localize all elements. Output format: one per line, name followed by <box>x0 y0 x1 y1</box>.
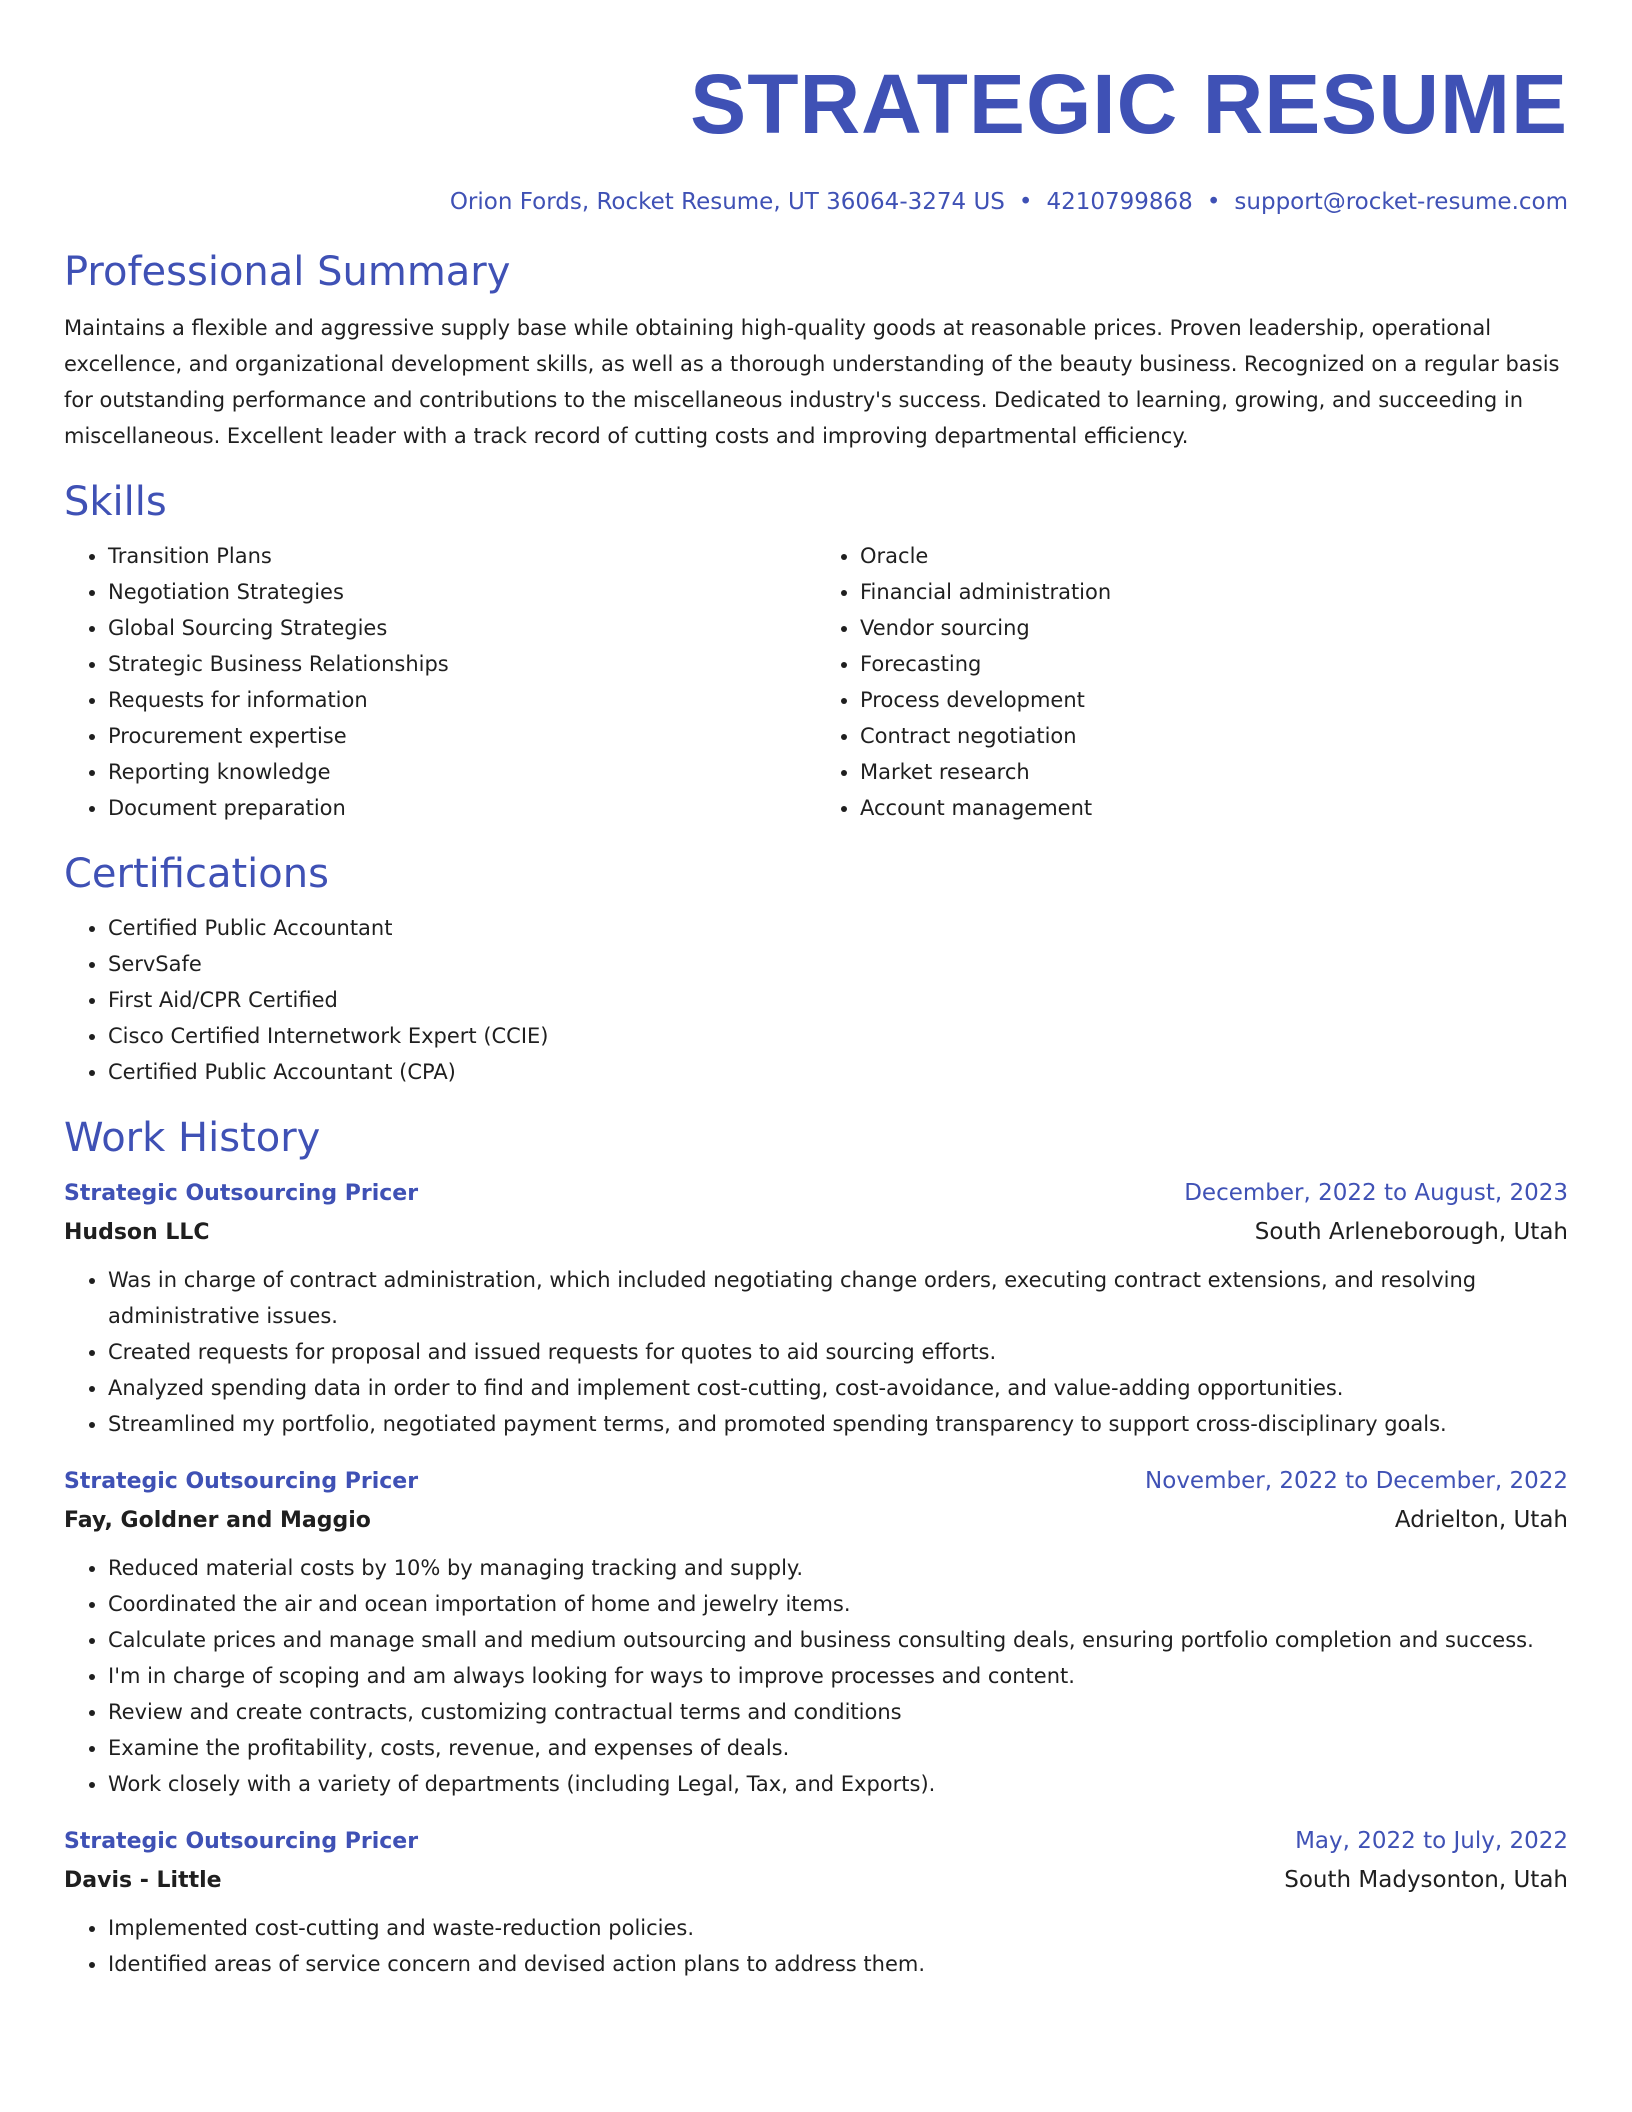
skill-item: • Reporting knowledge <box>108 754 816 790</box>
skill-item: • Oracle <box>860 538 1568 574</box>
summary-section <box>64 248 1568 454</box>
contact-phone: 4210799868 <box>1046 189 1193 215</box>
job-title: Strategic Outsourcing Pricer <box>64 1469 419 1494</box>
skill-item: • Process development <box>860 682 1568 718</box>
job-bullet: • Calculate prices and manage small and medium outsourcing and business consulting deals, ensuring portfolio completion and success. <box>108 1622 1568 1658</box>
job-bullets <box>64 1550 1568 1802</box>
certification-item: • Certified Public Accountant (CPA) <box>108 1054 1568 1090</box>
job-entry <box>64 1822 1568 1982</box>
job-company: Davis - Little <box>64 1868 222 1893</box>
job-location: South Madysonton, Utah <box>1284 1867 1568 1893</box>
certifications-list <box>64 910 1568 1090</box>
summary-text: Maintains a flexible and aggressive supply base while obtaining high-quality goods at reasonable prices. Proven leadership, operational excellence, and organizational development skills, as well as a thorough understanding of the beauty business. Recognized on a regular basis for outstanding performance and contributions to the miscellaneous industry's success. Dedicated to learning, growing, and succeeding in miscellaneous. Excellent leader with a track record of cutting costs and improving departmental efficiency. <box>64 316 1560 448</box>
skill-item: • Global Sourcing Strategies <box>108 610 816 646</box>
skills-heading: Skills <box>64 479 167 525</box>
skill-item: • Strategic Business Relationships <box>108 646 816 682</box>
job-bullets <box>64 1262 1568 1442</box>
job-bullet: • Examine the profitability, costs, revenue, and expenses of deals. <box>108 1730 1568 1766</box>
job-bullet: • Created requests for proposal and issued requests for quotes to aid sourcing efforts. <box>108 1334 1568 1370</box>
job-entry <box>64 1174 1568 1442</box>
skills-section <box>64 478 1568 826</box>
job-company: Hudson LLC <box>64 1220 210 1245</box>
job-title-row <box>64 1462 1568 1501</box>
work-history-heading: Work History <box>64 1115 321 1161</box>
job-title-row <box>64 1174 1568 1213</box>
job-bullet: • Reduced material costs by 10% by managing tracking and supply. <box>108 1550 1568 1586</box>
contact-email: support@rocket-resume.com <box>1234 189 1568 215</box>
job-bullet: • Analyzed spending data in order to find and implement cost-cutting, cost-avoidance, and value-adding opportunities. <box>108 1370 1568 1406</box>
certifications-heading: Certifications <box>64 851 329 897</box>
skill-item: • Forecasting <box>860 646 1568 682</box>
job-dates: December, 2022 to August, 2023 <box>1184 1180 1568 1206</box>
work-history-section <box>64 1114 1568 1982</box>
job-company-row <box>64 1861 1568 1900</box>
job-title: Strategic Outsourcing Pricer <box>64 1181 419 1206</box>
job-dates: May, 2022 to July, 2022 <box>1295 1828 1568 1854</box>
job-bullet: • Streamlined my portfolio, negotiated payment terms, and promoted spending transparency to support cross-disciplinary goals. <box>108 1406 1568 1442</box>
skills-list-right <box>816 538 1568 826</box>
skill-item: • Vendor sourcing <box>860 610 1568 646</box>
job-bullet: • Implemented cost-cutting and waste-reduction policies. <box>108 1910 1568 1946</box>
summary-heading: Professional Summary <box>64 249 511 295</box>
job-bullet: • Was in charge of contract administration, which included negotiating change orders, executing contract extensions, and resolving administrative issues. <box>108 1262 1568 1334</box>
job-title: Strategic Outsourcing Pricer <box>64 1829 419 1854</box>
job-bullet: • Review and create contracts, customizing contractual terms and conditions <box>108 1694 1568 1730</box>
skill-item: • Requests for information <box>108 682 816 718</box>
contact-separator: • <box>1018 189 1033 215</box>
resume-title: STRATEGIC RESUME <box>690 57 1568 151</box>
skill-item: • Market research <box>860 754 1568 790</box>
job-bullet: • I'm in charge of scoping and am always looking for ways to improve processes and content. <box>108 1658 1568 1694</box>
job-bullet: • Coordinated the air and ocean importation of home and jewelry items. <box>108 1586 1568 1622</box>
skill-item: • Financial administration <box>860 574 1568 610</box>
job-dates: November, 2022 to December, 2022 <box>1145 1468 1568 1494</box>
job-entry <box>64 1462 1568 1802</box>
job-bullet: • Work closely with a variety of departments (including Legal, Tax, and Exports). <box>108 1766 1568 1802</box>
certification-item: • Cisco Certified Internetwork Expert (CCIE) <box>108 1018 1568 1054</box>
skills-list-left <box>64 538 816 826</box>
job-company-row <box>64 1213 1568 1252</box>
skills-columns <box>64 526 1568 826</box>
job-company: Fay, Goldner and Maggio <box>64 1508 371 1533</box>
skill-item: • Contract negotiation <box>860 718 1568 754</box>
skill-item: • Transition Plans <box>108 538 816 574</box>
certifications-section <box>64 850 1568 1090</box>
contact-line <box>64 186 1568 218</box>
job-bullet: • Identified areas of service concern and devised action plans to address them. <box>108 1946 1568 1982</box>
certification-item: • Certified Public Accountant <box>108 910 1568 946</box>
job-title-row <box>64 1822 1568 1861</box>
certification-item: • First Aid/CPR Certified <box>108 982 1568 1018</box>
job-location: South Arleneborough, Utah <box>1254 1219 1568 1245</box>
resume-page <box>64 0 1568 1982</box>
contact-separator: • <box>1206 189 1221 215</box>
skill-item: • Negotiation Strategies <box>108 574 816 610</box>
skill-item: • Account management <box>860 790 1568 826</box>
skill-item: • Document preparation <box>108 790 816 826</box>
job-location: Adrielton, Utah <box>1394 1507 1568 1533</box>
job-company-row <box>64 1501 1568 1540</box>
job-bullets <box>64 1910 1568 1982</box>
skill-item: • Procurement expertise <box>108 718 816 754</box>
certification-item: • ServSafe <box>108 946 1568 982</box>
contact-address: Orion Fords, Rocket Resume, UT 36064-3274 US <box>449 189 1005 215</box>
